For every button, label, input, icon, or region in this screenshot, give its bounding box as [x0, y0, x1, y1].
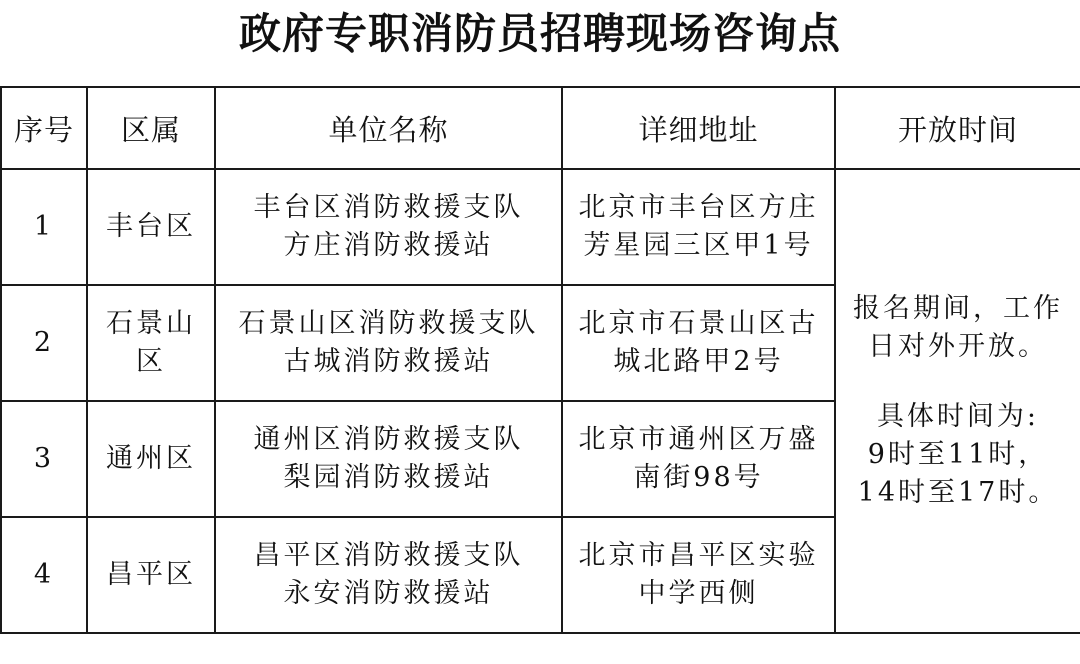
cell-address	[562, 169, 835, 285]
address-line: 北京市通州区万盛	[578, 424, 819, 455]
cell-unit	[215, 517, 562, 633]
header-address: 详细地址	[562, 87, 835, 169]
cell-address	[562, 517, 835, 633]
cell-seq: 3	[1, 401, 87, 517]
address-line: 芳星园三区甲1号	[583, 230, 814, 261]
cell-seq: 4	[1, 517, 87, 633]
cell-address	[562, 401, 835, 517]
hours-text: 14时至17时。	[857, 477, 1059, 508]
unit-line: 昌平区消防救援支队	[253, 540, 524, 571]
unit-line: 梨园消防救援站	[283, 462, 494, 493]
header-unit: 单位名称	[215, 87, 562, 169]
table-header-row	[1, 87, 1080, 169]
district-line: 区	[136, 346, 166, 377]
consultation-table	[0, 86, 1080, 634]
unit-line: 石景山区消防救援支队	[238, 308, 539, 339]
cell-district: 丰台区	[87, 169, 215, 285]
page-title: 政府专职消防员招聘现场咨询点	[238, 9, 841, 58]
header-district: 区属	[87, 87, 215, 169]
cell-unit	[215, 285, 562, 401]
address-line: 南街98号	[633, 462, 764, 493]
cell-district	[87, 285, 215, 401]
cell-address	[562, 285, 835, 401]
cell-seq: 2	[1, 285, 87, 401]
hours-text: 报名期间，工作	[853, 293, 1063, 324]
address-line: 北京市昌平区实验	[578, 540, 819, 571]
unit-line: 永安消防救援站	[283, 578, 494, 609]
address-line: 城北路甲2号	[613, 346, 784, 377]
cell-unit	[215, 169, 562, 285]
hours-text: 具体时间为:	[876, 401, 1040, 432]
address-line: 北京市丰台区方庄	[578, 192, 819, 223]
address-line: 中学西侧	[638, 578, 759, 609]
cell-seq: 1	[1, 169, 87, 285]
hours-text: 日对外开放。	[868, 331, 1048, 362]
header-seq: 序号	[1, 87, 87, 169]
hours-text: 9时至11时，	[867, 439, 1049, 470]
cell-hours	[835, 169, 1080, 633]
cell-unit	[215, 401, 562, 517]
unit-line: 方庄消防救援站	[283, 230, 494, 261]
address-line: 北京市石景山区古	[578, 308, 819, 339]
unit-line: 丰台区消防救援支队	[253, 192, 524, 223]
cell-district: 昌平区	[87, 517, 215, 633]
district-line: 石景山	[106, 308, 196, 339]
cell-district: 通州区	[87, 401, 215, 517]
unit-line: 通州区消防救援支队	[253, 424, 524, 455]
header-hours: 开放时间	[835, 87, 1080, 169]
unit-line: 古城消防救援站	[283, 346, 494, 377]
table-row	[1, 169, 1080, 285]
